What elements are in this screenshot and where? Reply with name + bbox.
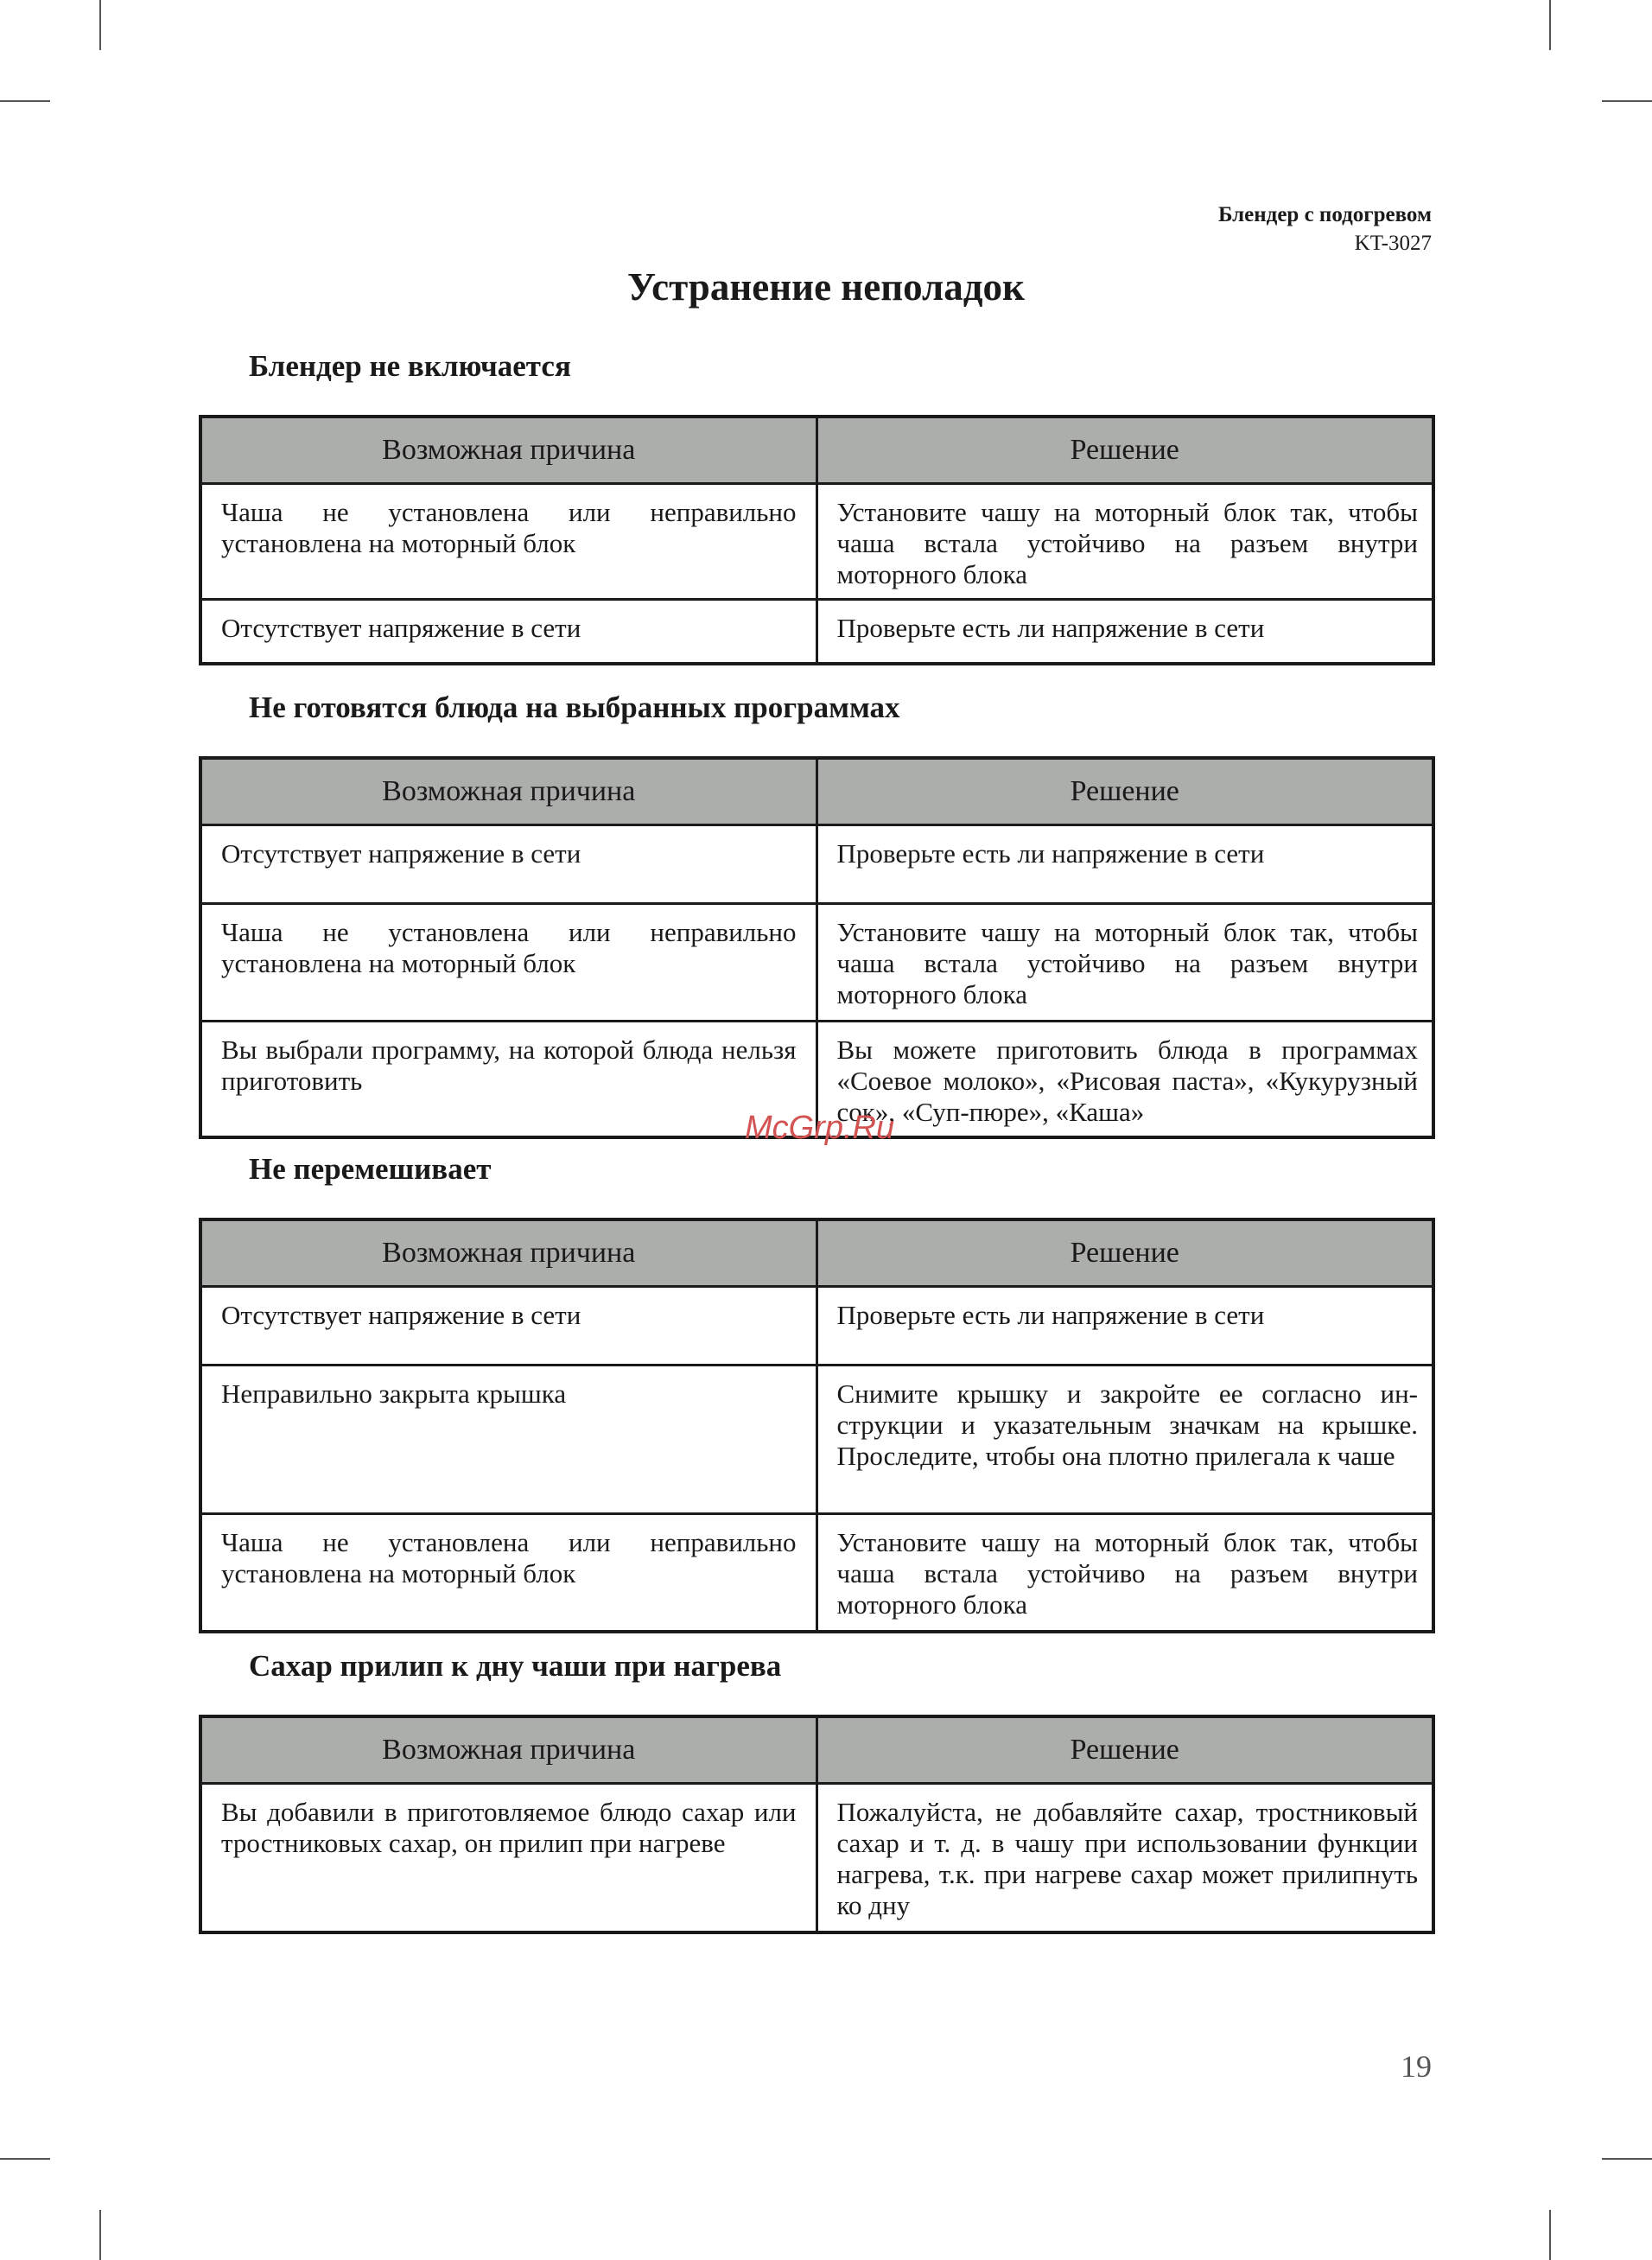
cause-cell: Отсутствует напряжение в сети xyxy=(200,600,816,664)
table-row xyxy=(200,1784,1433,1932)
table-row xyxy=(200,1366,1433,1514)
table-header-row xyxy=(200,417,1433,484)
troubleshooting-table xyxy=(199,1715,1435,1934)
crop-mark xyxy=(99,0,101,50)
solution-cell: Пожалуйста, не добавляйте сахар, тростниковый сахар и т. д. в чашу при использовании функции нагрева, т.к. при нагреве сахар может прилипнуть ко дну xyxy=(816,1784,1433,1932)
solution-cell: Снимите крышку и закройте ее согласно инструкции и указательным значкам на крышке. Проследите, чтобы она плотно прилегала к чаше xyxy=(816,1366,1433,1514)
page-title: Устранение неполадок xyxy=(627,265,1025,309)
cause-cell: Чаша не установлена или неправильно установлена на моторный блок xyxy=(200,904,816,1022)
column-header-solution: Решение xyxy=(816,417,1433,484)
section-title: Не перемешивает xyxy=(249,1152,492,1186)
solution-cell: Проверьте есть ли напряжение в сети xyxy=(816,825,1433,904)
running-header xyxy=(1218,201,1432,258)
section-title: Сахар прилип к дну чаши при нагрева xyxy=(249,1649,782,1683)
solution-cell: Вы можете приготовить блюда в программах «Соевое молоко», «Рисовая паста», «Кукурузный сок», «Суп-пюре», «Каша» xyxy=(816,1022,1433,1137)
section-not-turning-on xyxy=(199,347,1432,665)
solution-cell: Проверьте есть ли напряжение в сети xyxy=(816,600,1433,664)
section-title: Не готовятся блюда на выбранных программах xyxy=(249,691,900,724)
cause-cell: Неправильно закрыта крышка xyxy=(200,1366,816,1514)
crop-mark xyxy=(1549,0,1551,50)
column-header-cause: Возможная причина xyxy=(200,758,816,825)
table-header-row xyxy=(200,1716,1433,1784)
table-row xyxy=(200,600,1433,664)
section-programs-not-cooking xyxy=(199,689,1432,1139)
crop-mark xyxy=(0,100,50,102)
column-header-cause: Возможная причина xyxy=(200,1219,816,1287)
table-row xyxy=(200,904,1433,1022)
cause-cell: Чаша не установлена или неправильно установлена на моторный блок xyxy=(200,484,816,600)
table-header-row xyxy=(200,1219,1433,1287)
troubleshooting-table xyxy=(199,1218,1435,1633)
solution-cell: Установите чашу на моторный блок так, чтобы чаша встала устойчиво на разъем внутри моторного блока xyxy=(816,904,1433,1022)
watermark: McGrp.Ru xyxy=(745,1110,895,1146)
column-header-solution: Решение xyxy=(816,1219,1433,1287)
solution-cell: Установите чашу на моторный блок так, чтобы чаша встала устойчиво на разъем внутри моторного блока xyxy=(816,1514,1433,1632)
column-header-solution: Решение xyxy=(816,1716,1433,1784)
table-row xyxy=(200,1287,1433,1366)
table-header-row xyxy=(200,758,1433,825)
solution-cell: Установите чашу на моторный блок так, чтобы чаша встала устойчиво на разъем внутри моторного блока xyxy=(816,484,1433,600)
page-number: 19 xyxy=(1401,2049,1432,2084)
troubleshooting-table xyxy=(199,415,1435,665)
column-header-cause: Возможная причина xyxy=(200,417,816,484)
table-row xyxy=(200,484,1433,600)
table-row xyxy=(200,825,1433,904)
crop-mark xyxy=(99,2210,101,2260)
crop-mark xyxy=(1602,100,1652,102)
solution-cell: Проверьте есть ли напряжение в сети xyxy=(816,1287,1433,1366)
column-header-solution: Решение xyxy=(816,758,1433,825)
cause-cell: Вы добавили в приготовляемое блюдо сахар или тростниковых сахар, он прилип при нагреве xyxy=(200,1784,816,1932)
crop-mark xyxy=(1602,2158,1652,2160)
column-header-cause: Возможная причина xyxy=(200,1716,816,1784)
troubleshooting-table xyxy=(199,756,1435,1139)
cause-cell: Отсутствует напряжение в сети xyxy=(200,825,816,904)
cause-cell: Отсутствует напряжение в сети xyxy=(200,1287,816,1366)
section-title: Блендер не включается xyxy=(249,349,571,383)
product-name: Блендер с подогревом xyxy=(1217,203,1432,226)
cause-cell: Вы выбрали программу, на которой блюда нельзя приготовить xyxy=(200,1022,816,1137)
table-row xyxy=(200,1514,1433,1632)
section-not-mixing xyxy=(199,1150,1432,1633)
cause-cell: Чаша не установлена или неправильно установлена на моторный блок xyxy=(200,1514,816,1632)
model-number: KT-3027 xyxy=(1354,232,1432,255)
crop-mark xyxy=(1549,2210,1551,2260)
crop-mark xyxy=(0,2158,50,2160)
section-sugar-sticking xyxy=(199,1647,1432,1934)
